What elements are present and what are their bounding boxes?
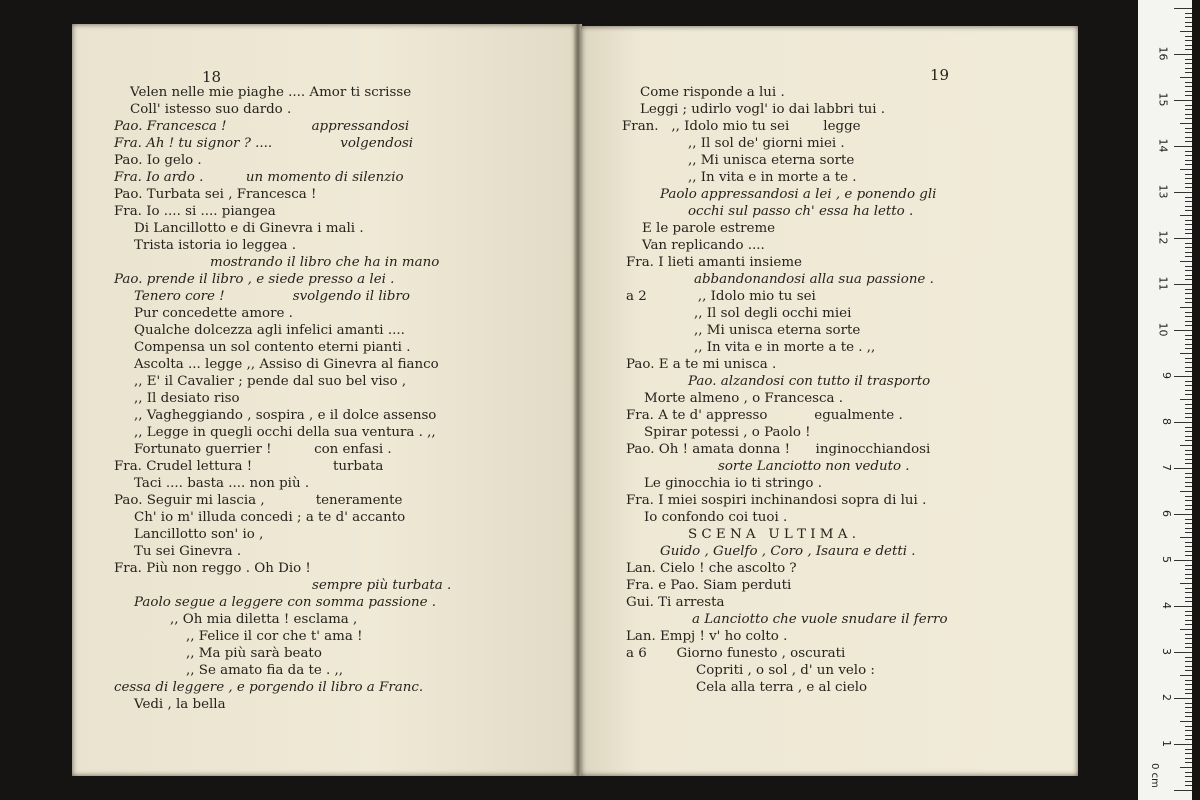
ruler-number: 2 — [1160, 694, 1173, 701]
ruler-number: 8 — [1160, 418, 1173, 425]
ruler-tick — [1185, 555, 1192, 556]
ruler-tick — [1185, 316, 1192, 317]
left-page-text-line: ,, Legge in quegli occhi della sua ventura . ,, — [134, 425, 436, 440]
ruler-tick — [1185, 197, 1192, 198]
ruler-tick — [1185, 500, 1192, 501]
ruler-tick — [1185, 362, 1192, 363]
ruler-tick — [1185, 749, 1192, 750]
ruler-tick — [1185, 206, 1192, 207]
ruler-tick — [1185, 312, 1192, 313]
ruler-tick — [1185, 597, 1192, 598]
ruler-tick — [1174, 376, 1192, 377]
ruler-tick — [1185, 463, 1192, 464]
ruler-tick — [1185, 279, 1192, 280]
left-page-text-line: Compensa un sol contento eterni pianti . — [134, 340, 411, 355]
left-page-text-line: Fra. Crudel lettura ! turbata — [114, 459, 384, 474]
left-page-text-line: Fra. Più non reggo . Oh Dio ! — [114, 561, 311, 576]
ruler-tick — [1185, 413, 1192, 414]
ruler-tick — [1185, 224, 1192, 225]
left-page-text-line: Pao. Francesca ! appressandosi — [114, 119, 410, 134]
right-page-text-line: occhi sul passo ch' essa ha letto . — [688, 204, 914, 219]
left-page-text-line: Tenero core ! svolgendo il libro — [134, 289, 410, 304]
ruler-tick — [1185, 689, 1192, 690]
ruler-tick — [1174, 146, 1192, 147]
ruler-tick — [1185, 220, 1192, 221]
left-page-text-line: Taci .... basta .... non più . — [134, 476, 310, 491]
right-page-text-line: ,, Il sol de' giorni miei . — [688, 136, 845, 151]
ruler-tick — [1174, 468, 1192, 469]
ruler-tick — [1174, 744, 1192, 745]
right-page-text-line: ,, Mi unisca eterna sorte — [694, 323, 861, 338]
ruler-tick — [1185, 275, 1192, 276]
ruler-tick — [1185, 638, 1192, 639]
ruler-tick — [1185, 233, 1192, 234]
ruler-tick — [1180, 215, 1192, 216]
right-page-text-line: Paolo appressandosi a lei , e ponendo gli — [660, 187, 937, 202]
ruler-tick — [1185, 730, 1192, 731]
ruler-tick — [1185, 565, 1192, 566]
left-page-text-line: ,, Oh mia diletta ! esclama , — [170, 612, 358, 627]
ruler-tick — [1185, 63, 1192, 64]
ruler-tick — [1185, 408, 1192, 409]
ruler-tick — [1185, 86, 1192, 87]
left-page-text-line: Tu sei Ginevra . — [134, 544, 242, 559]
ruler-tick — [1185, 417, 1192, 418]
ruler-tick — [1174, 54, 1192, 55]
right-page-text-line: Copriti , o sol , d' un velo : — [696, 663, 875, 678]
ruler-tick — [1185, 523, 1192, 524]
left-page-text-line: Fortunato guerrier ! con enfasi . — [134, 442, 392, 457]
ruler-tick — [1180, 353, 1192, 354]
ruler-tick — [1185, 592, 1192, 593]
ruler-tick — [1185, 91, 1192, 92]
ruler-tick — [1185, 431, 1192, 432]
ruler-tick — [1185, 137, 1192, 138]
left-page-text-line: Velen nelle mie piaghe .... Amor ti scrisse — [130, 85, 412, 100]
ruler-tick — [1180, 675, 1192, 676]
right-page-text-line: ,, Il sol degli occhi miei — [694, 306, 852, 321]
ruler-tick — [1185, 657, 1192, 658]
ruler-tick — [1185, 693, 1192, 694]
ruler-tick — [1185, 109, 1192, 110]
ruler-tick — [1185, 178, 1192, 179]
left-page-text-line: Di Lancillotto e di Ginevra i mali . — [134, 221, 364, 236]
left-page-text-line: cessa di leggere , e porgendo il libro a Franc. — [114, 680, 424, 695]
ruler-tick — [1185, 358, 1192, 359]
ruler-tick — [1185, 339, 1192, 340]
ruler-tick — [1180, 583, 1192, 584]
right-page-text-line: Fran. ,, Idolo mio tu sei legge — [622, 119, 861, 134]
ruler-tick — [1185, 703, 1192, 704]
ruler-number: 9 — [1160, 372, 1173, 379]
right-page-text-line: Spirar potessi , o Paolo ! — [644, 425, 811, 440]
ruler-tick — [1185, 68, 1192, 69]
ruler-tick — [1174, 790, 1192, 791]
ruler-tick — [1185, 532, 1192, 533]
ruler-number: 14 — [1156, 138, 1170, 153]
right-page-text-line: a 6 Giorno funesto , oscurati — [626, 646, 846, 661]
ruler-tick — [1185, 546, 1192, 547]
ruler-tick — [1185, 776, 1192, 777]
ruler-tick — [1185, 739, 1192, 740]
ruler-tick — [1185, 551, 1192, 552]
ruler-tick — [1185, 155, 1192, 156]
right-page-text-line: Van replicando .... — [642, 238, 765, 253]
ruler-tick — [1185, 45, 1192, 46]
ruler-tick — [1185, 785, 1192, 786]
ruler-tick — [1180, 629, 1192, 630]
ruler-tick — [1185, 450, 1192, 451]
ruler-unit-label: 0 cm — [1148, 763, 1160, 788]
left-page-text-line: Coll' istesso suo dardo . — [130, 102, 292, 117]
left-page-number: 18 — [202, 68, 222, 86]
ruler-tick — [1185, 289, 1192, 290]
ruler-number: 13 — [1156, 184, 1170, 199]
right-page-text-line: a 2 ,, Idolo mio tu sei — [626, 289, 816, 304]
ruler-tick — [1185, 187, 1192, 188]
ruler-tick — [1185, 174, 1192, 175]
ruler-tick — [1185, 427, 1192, 428]
ruler-tick — [1185, 302, 1192, 303]
left-page-text-line: Pao. Io gelo . — [114, 153, 202, 168]
right-page-text-line: Gui. Ti arresta — [626, 595, 725, 610]
ruler-tick — [1185, 26, 1192, 27]
ruler-tick — [1185, 615, 1192, 616]
ruler-tick — [1185, 141, 1192, 142]
ruler-tick — [1185, 574, 1192, 575]
ruler-tick — [1185, 601, 1192, 602]
ruler-tick — [1185, 753, 1192, 754]
ruler-tick — [1185, 266, 1192, 267]
right-page-text-line: ,, In vita e in morte a te . ,, — [694, 340, 876, 355]
ruler-tick — [1185, 436, 1192, 437]
ruler-number: 10 — [1156, 322, 1170, 337]
right-page-text-line: Fra. A te d' appresso egualmente . — [626, 408, 903, 423]
ruler-tick — [1174, 698, 1192, 699]
right-page-text-line: Cela alla terra , e al cielo — [696, 680, 868, 695]
right-page-text-line: Pao. Oh ! amata donna ! inginocchiandosi — [626, 442, 931, 457]
measuring-ruler — [1138, 0, 1192, 800]
ruler-tick — [1185, 183, 1192, 184]
left-page-text-line: Pao. Turbata sei , Francesca ! — [114, 187, 317, 202]
ruler-tick — [1185, 325, 1192, 326]
right-page-text-line: Pao. alzandosi con tutto il trasporto — [688, 374, 931, 389]
ruler-tick — [1185, 321, 1192, 322]
ruler-tick — [1180, 721, 1192, 722]
ruler-tick — [1185, 666, 1192, 667]
ruler-tick — [1185, 528, 1192, 529]
ruler-tick — [1185, 17, 1192, 18]
ruler-tick — [1185, 344, 1192, 345]
ruler-tick — [1185, 519, 1192, 520]
left-page-text-line: Ascolta ... legge ,, Assiso di Ginevra al fianco — [134, 357, 439, 372]
left-page-text-line: mostrando il libro che ha in mano — [210, 255, 440, 270]
ruler-tick — [1185, 459, 1192, 460]
ruler-tick — [1174, 330, 1192, 331]
ruler-tick — [1174, 8, 1192, 9]
right-page-text-line: a Lanciotto che vuole snudare il ferro — [692, 612, 948, 627]
right-page-text-line: Come risponde a lui . — [640, 85, 785, 100]
ruler-tick — [1185, 647, 1192, 648]
ruler-tick — [1185, 95, 1192, 96]
ruler-tick — [1174, 284, 1192, 285]
ruler-tick — [1180, 31, 1192, 32]
right-page-text-line: Leggi ; udirlo vogl' io dai labbri tui . — [640, 102, 886, 117]
ruler-tick — [1174, 514, 1192, 515]
left-page-text-line: ,, Il desiato riso — [134, 391, 240, 406]
ruler-tick — [1185, 385, 1192, 386]
ruler-tick — [1185, 270, 1192, 271]
ruler-tick — [1185, 371, 1192, 372]
ruler-tick — [1185, 542, 1192, 543]
ruler-tick — [1185, 164, 1192, 165]
ruler-tick — [1174, 422, 1192, 423]
ruler-number: 1 — [1160, 740, 1173, 747]
right-page-text-line: ,, Mi unisca eterna sorte — [688, 153, 855, 168]
ruler-tick — [1185, 252, 1192, 253]
ruler-tick — [1185, 151, 1192, 152]
ruler-tick — [1185, 13, 1192, 14]
ruler-tick — [1185, 404, 1192, 405]
ruler-number: 5 — [1160, 556, 1173, 563]
ruler-tick — [1185, 293, 1192, 294]
ruler-tick — [1174, 652, 1192, 653]
ruler-tick — [1180, 261, 1192, 262]
ruler-tick — [1185, 758, 1192, 759]
left-page-text-line: ,, Vagheggiando , sospira , e il dolce assenso — [134, 408, 437, 423]
right-page-text-line: abbandonandosi alla sua passione . — [694, 272, 934, 287]
ruler-tick — [1185, 72, 1192, 73]
ruler-number: 12 — [1156, 230, 1170, 245]
ruler-number: 7 — [1160, 464, 1173, 471]
ruler-number: 16 — [1156, 46, 1170, 61]
ruler-tick — [1180, 491, 1192, 492]
ruler-tick — [1185, 680, 1192, 681]
left-page-text-line: Lancillotto son' io , — [134, 527, 264, 542]
left-page-text-line: Fra. Ah ! tu signor ? .... volgendosi — [114, 136, 414, 151]
ruler-tick — [1185, 509, 1192, 510]
right-page-text-line: Morte almeno , o Francesca . — [644, 391, 843, 406]
ruler-tick — [1185, 634, 1192, 635]
ruler-tick — [1185, 620, 1192, 621]
ruler-tick — [1185, 661, 1192, 662]
left-page-text-line: ,, Ma più sarà beato — [186, 646, 322, 661]
ruler-tick — [1185, 247, 1192, 248]
ruler-tick — [1180, 767, 1192, 768]
ruler-tick — [1180, 123, 1192, 124]
ruler-tick — [1185, 394, 1192, 395]
ruler-tick — [1180, 307, 1192, 308]
ruler-tick — [1185, 49, 1192, 50]
left-page-text-line: sempre più turbata . — [312, 578, 452, 593]
ruler-tick — [1174, 192, 1192, 193]
ruler-tick — [1174, 100, 1192, 101]
left-page-text-line: Pao. Seguir mi lascia , teneramente — [114, 493, 403, 508]
right-page-text-line: Fra. I miei sospiri inchinandosi sopra di lui . — [626, 493, 927, 508]
ruler-tick — [1185, 726, 1192, 727]
left-page-text-line: Pao. prende il libro , e siede presso a lei . — [114, 272, 395, 287]
ruler-number: 6 — [1160, 510, 1173, 517]
ruler-tick — [1185, 390, 1192, 391]
ruler-tick — [1180, 399, 1192, 400]
ruler-tick — [1185, 243, 1192, 244]
right-page-text-line: Le ginocchia io ti stringo . — [644, 476, 822, 491]
ruler-number: 3 — [1160, 648, 1173, 655]
ruler-tick — [1185, 40, 1192, 41]
ruler-tick — [1185, 716, 1192, 717]
right-page-text-line: Lan. Empj ! v' ho colto . — [626, 629, 788, 644]
ruler-tick — [1185, 772, 1192, 773]
right-page-text-line: E le parole estreme — [642, 221, 776, 236]
ruler-tick — [1185, 496, 1192, 497]
ruler-tick — [1185, 684, 1192, 685]
ruler-tick — [1185, 210, 1192, 211]
ruler-tick — [1185, 611, 1192, 612]
ruler-tick — [1185, 477, 1192, 478]
right-page-text-line: ,, In vita e in morte a te . — [688, 170, 857, 185]
ruler-tick — [1185, 132, 1192, 133]
ruler-tick — [1185, 762, 1192, 763]
ruler-tick — [1185, 707, 1192, 708]
ruler-tick — [1185, 712, 1192, 713]
ruler-tick — [1174, 238, 1192, 239]
ruler-tick — [1185, 381, 1192, 382]
ruler-tick — [1180, 537, 1192, 538]
ruler-tick — [1180, 169, 1192, 170]
left-page-text-line: Vedi , la bella — [134, 697, 226, 712]
left-page-text-line: Ch' io m' illuda concedi ; a te d' accanto — [134, 510, 406, 525]
ruler-tick — [1185, 22, 1192, 23]
ruler-tick — [1185, 256, 1192, 257]
ruler-tick — [1185, 118, 1192, 119]
ruler-tick — [1185, 160, 1192, 161]
left-page-text-line: ,, E' il Cavalier ; pende dal suo bel viso , — [134, 374, 407, 389]
ruler-tick — [1174, 606, 1192, 607]
left-page-text-line: ,, Se amato fia da te . ,, — [186, 663, 344, 678]
ruler-tick — [1185, 82, 1192, 83]
ruler-tick — [1185, 486, 1192, 487]
right-page-number: 19 — [930, 66, 950, 84]
right-page-text-line: sorte Lanciotto non veduto . — [718, 459, 910, 474]
right-page-text-line: Fra. I lieti amanti insieme — [626, 255, 802, 270]
ruler-tick — [1185, 114, 1192, 115]
ruler-number: 15 — [1156, 92, 1170, 107]
ruler-tick — [1185, 440, 1192, 441]
ruler-tick — [1185, 735, 1192, 736]
ruler-tick — [1185, 505, 1192, 506]
ruler-tick — [1180, 445, 1192, 446]
ruler-tick — [1185, 201, 1192, 202]
ruler-tick — [1185, 624, 1192, 625]
ruler-tick — [1185, 128, 1192, 129]
ruler-tick — [1185, 367, 1192, 368]
right-page-text-line: Fra. e Pao. Siam perduti — [626, 578, 792, 593]
left-page-text-line: Trista istoria io leggea . — [134, 238, 297, 253]
left-page-text-line: Qualche dolcezza agli infelici amanti .... — [134, 323, 405, 338]
ruler-tick — [1185, 569, 1192, 570]
ruler-tick — [1185, 348, 1192, 349]
right-page-text-line: Guido , Guelfo , Coro , Isaura e detti . — [660, 544, 916, 559]
ruler-tick — [1185, 482, 1192, 483]
left-page-text-line: Pur concedette amore . — [134, 306, 293, 321]
right-page-text-line: Io confondo coi tuoi . — [644, 510, 788, 525]
ruler-number: 11 — [1156, 276, 1170, 291]
ruler-tick — [1185, 670, 1192, 671]
left-page-text-line: Paolo segue a leggere con somma passione . — [134, 595, 437, 610]
ruler-tick — [1185, 578, 1192, 579]
ruler-number: 4 — [1160, 602, 1173, 609]
right-page-text-line: Pao. E a te mi unisca . — [626, 357, 777, 372]
right-page-text-line: Lan. Cielo ! che ascolto ? — [626, 561, 797, 576]
ruler-tick — [1185, 335, 1192, 336]
ruler-tick — [1185, 473, 1192, 474]
ruler-tick — [1185, 229, 1192, 230]
right-page-text-line: S C E N A U L T I M A . — [688, 527, 856, 542]
ruler-tick — [1185, 781, 1192, 782]
ruler-tick — [1180, 77, 1192, 78]
ruler-tick — [1185, 36, 1192, 37]
ruler-tick — [1185, 643, 1192, 644]
ruler-tick — [1185, 588, 1192, 589]
ruler-tick — [1174, 560, 1192, 561]
left-page-text-line: Fra. Io .... si .... piangea — [114, 204, 276, 219]
ruler-tick — [1185, 454, 1192, 455]
left-page-text-line: Fra. Io ardo . un momento di silenzio — [114, 170, 404, 185]
ruler-tick — [1185, 298, 1192, 299]
left-page-text-line: ,, Felice il cor che t' ama ! — [186, 629, 363, 644]
ruler-tick — [1185, 105, 1192, 106]
ruler-tick — [1185, 59, 1192, 60]
